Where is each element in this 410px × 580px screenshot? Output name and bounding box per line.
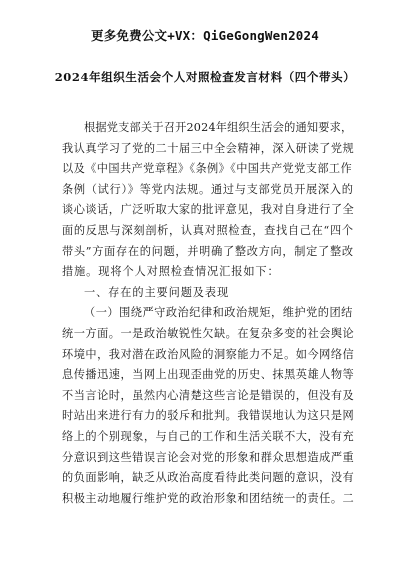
paragraph-line: 积极主动地履行维护党的政治形象和团结统一的责任。二 <box>62 491 355 505</box>
promo-header-note: 更多免费公文+VX：QiGeGongWen2024 <box>91 28 319 43</box>
paragraph-line: 措施。现将个人对照检查情况汇报如下： <box>62 265 280 279</box>
document-title: 2024年组织生活会个人对照检查发言材料（四个带头） <box>54 70 356 84</box>
paragraph-line: 络上的个别现象，与自己的工作和生活关联不大，没有充 <box>62 429 355 443</box>
paragraph-line: 息传播迅速，当网上出现歪曲党的历史、抹黑英雄人物等 <box>62 368 355 382</box>
paragraph-line: 不当言论时，虽然内心清楚这些言论是错误的，但没有及 <box>62 388 355 402</box>
paragraph-line: 以及《中国共产党章程》《条例》《中国共产党党支部工作 <box>62 162 353 176</box>
paragraph-first-line: （一）围绕严守政治纪律和政治规矩，维护党的团结 <box>84 306 353 320</box>
paragraph-line: 时站出来进行有力的驳斥和批判。我错误地认为这只是网 <box>62 409 355 423</box>
paragraph-line: 带头”方面存在的问题，并明确了整改方向，制定了整改 <box>62 244 354 258</box>
paragraph-line: 我认真学习了党的二十届三中全会精神，深入研读了党规 <box>62 141 355 155</box>
document-body <box>62 118 354 509</box>
paragraph-first-line: 一、存在的主要问题及表现 <box>84 285 230 299</box>
paragraph-line: 分意识到这些错误言论会对党的形象和群众思想造成严重 <box>62 450 355 464</box>
paragraph-line: 面的反思与深刻剖析，认真对照检查，查找自己在“四个 <box>62 223 354 237</box>
paragraph-line: 谈心谈话，广泛听取大家的批评意见，我对自身进行了全 <box>62 203 355 217</box>
paragraph-line: 条例（试行）》等党内法规。通过与支部党员开展深入的 <box>62 182 354 196</box>
paragraph-line: 统一方面。一是政治敏锐性欠缺。在复杂多变的社会舆论 <box>62 326 355 340</box>
paragraph-first-line: 根据党支部关于召开2024年组织生活会的通知要求， <box>84 121 353 134</box>
paragraph-line: 环境中，我对潜在政治风险的洞察能力不足。如今网络信 <box>62 347 355 361</box>
paragraph-line: 的负面影响，缺乏从政治高度看待此类问题的意识，没有 <box>62 471 355 485</box>
